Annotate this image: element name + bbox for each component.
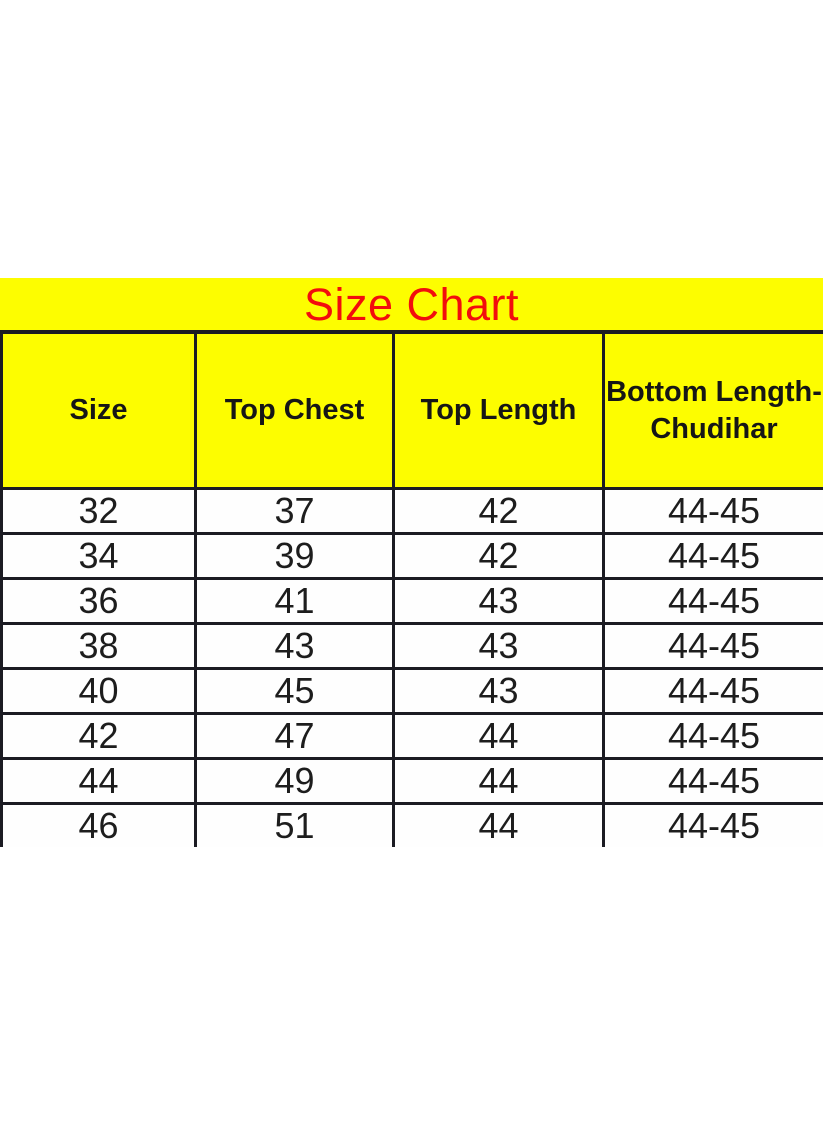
- table-cell-size: 46: [3, 805, 197, 847]
- table-row: [3, 757, 823, 802]
- table-cell-top-chest: 51: [197, 805, 395, 847]
- table-cell-size: 32: [3, 490, 197, 532]
- table-cell-size: 36: [3, 580, 197, 622]
- table-cell-bottom-length: 44-45: [667, 760, 761, 801]
- table-cell-bottom-length: 44-45: [667, 625, 761, 666]
- table-cell-top-chest: 41: [197, 580, 395, 622]
- column-header-bottom-length-chudihar: [605, 334, 823, 487]
- table-header-row: [3, 334, 823, 487]
- size-chart-banner: [0, 278, 823, 847]
- table-cell-top-chest: 49: [197, 760, 395, 802]
- table-cell-top-length: 42: [395, 535, 605, 577]
- table-cell-top-chest: 43: [197, 625, 395, 667]
- size-chart-table: [0, 330, 823, 847]
- table-row: [3, 577, 823, 622]
- table-row: [3, 712, 823, 757]
- table-cell-top-chest: 39: [197, 535, 395, 577]
- table-cell-top-length: 43: [395, 580, 605, 622]
- table-cell-bottom-length: 44-45: [667, 490, 761, 531]
- table-cell-top-length: 44: [395, 805, 605, 847]
- table-cell-top-chest: 47: [197, 715, 395, 757]
- table-cell-top-length: 43: [395, 625, 605, 667]
- table-cell-top-length: 43: [395, 670, 605, 712]
- chart-title: Size Chart: [303, 278, 520, 330]
- column-header-top-chest: Top Chest: [197, 334, 395, 487]
- table-cell-bottom-length: 44-45: [667, 535, 761, 576]
- column-header-line2: Chudihar: [650, 412, 778, 445]
- table-cell-size: 40: [3, 670, 197, 712]
- table-cell-bottom-length: 44-45: [667, 805, 761, 846]
- table-cell-size: 42: [3, 715, 197, 757]
- table-cell-top-chest: 45: [197, 670, 395, 712]
- table-cell-top-length: 42: [395, 490, 605, 532]
- column-header-size: Size: [3, 334, 197, 487]
- table-row: [3, 622, 823, 667]
- column-header-line1: Bottom Length-: [606, 376, 822, 409]
- table-cell-size: 38: [3, 625, 197, 667]
- table-cell-size: 44: [3, 760, 197, 802]
- table-cell-top-chest: 37: [197, 490, 395, 532]
- table-cell-size: 34: [3, 535, 197, 577]
- table-cell-bottom-length: 44-45: [667, 580, 761, 621]
- table-cell-bottom-length: 44-45: [667, 715, 761, 756]
- table-cell-top-length: 44: [395, 760, 605, 802]
- column-header-top-length: Top Length: [395, 334, 605, 487]
- table-row: [3, 487, 823, 532]
- table-cell-top-length: 44: [395, 715, 605, 757]
- table-row: [3, 667, 823, 712]
- table-row: [3, 802, 823, 847]
- table-cell-bottom-length: 44-45: [667, 670, 761, 711]
- table-row: [3, 532, 823, 577]
